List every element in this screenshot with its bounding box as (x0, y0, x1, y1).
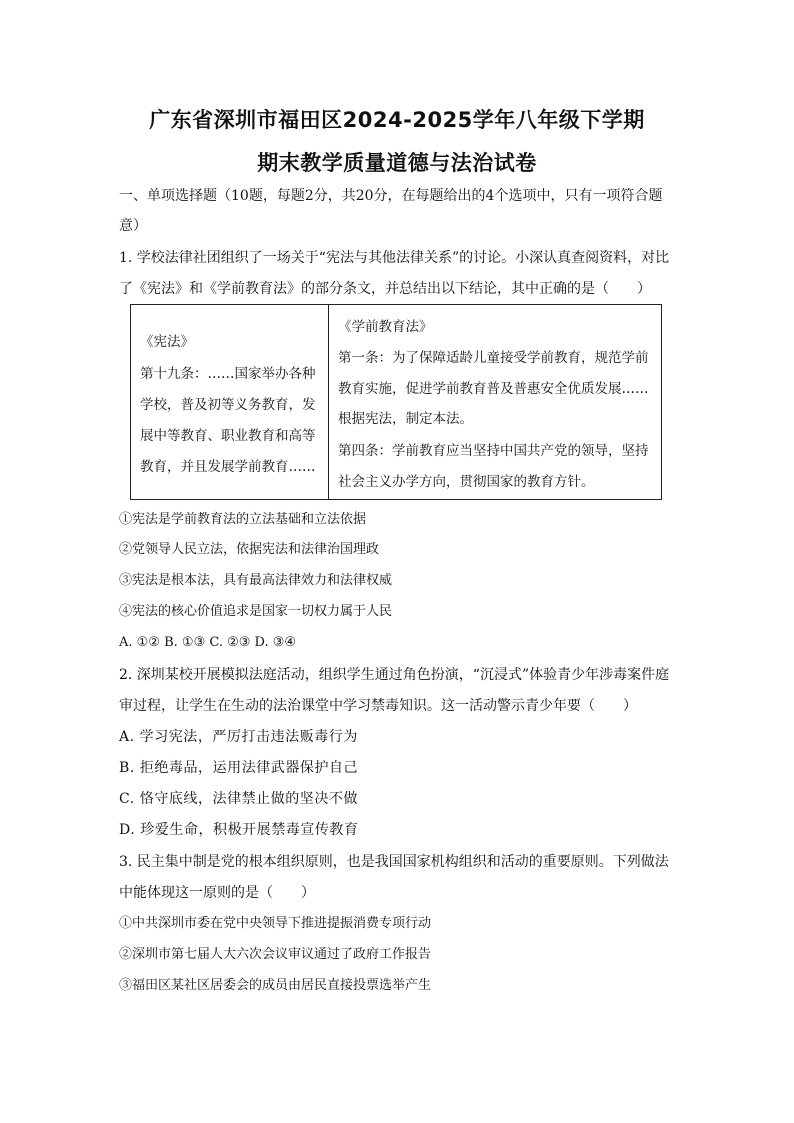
section-instruction-line2: 意） (119, 218, 147, 234)
q2-option-b: B. 拒绝毒品，运用法律武器保护自己 (119, 760, 359, 776)
table-right-heading: 《学前教育法》 (338, 319, 433, 335)
q1-options: A. ①② B. ①③ C. ②③ D. ③④ (119, 635, 297, 650)
q1-statement: ②党领导人民立法，依据宪法和法律治国理政 (119, 542, 380, 557)
q2-option-a: A. 学习宪法，严厉打击违法贩毒行为 (119, 729, 358, 745)
q2-option-d: D. 珍爱生命，积极开展禁毒宣传教育 (119, 822, 359, 838)
table-right-line: 第一条：为了保障适龄儿童接受学前教育，规范学前 (338, 350, 649, 366)
table-right-line: 第四条：学前教育应当坚持中国共产党的领导，坚持 (338, 443, 649, 459)
q2-option-c: C. 恪守底线，法律禁止做的坚决不做 (119, 791, 359, 807)
table-left-line: 第十九条：……国家举办各种 (140, 366, 316, 382)
q3-statement: ①中共深圳市委在党中央领导下推进提振消费专项行动 (119, 916, 432, 931)
q1-stem-line1: 1. 学校法律社团组织了一场关于“宪法与其他法律关系”的讨论。小深认真查阅资料，对比 (119, 250, 670, 266)
table-right-line: 根据宪法，制定本法。 (338, 411, 473, 427)
q1-statement: ①宪法是学前教育法的立法基础和立法依据 (119, 512, 367, 527)
q1-statement: ③宪法是根本法，具有最高法律效力和法律权威 (119, 573, 393, 588)
q1-law-comparison-table (130, 304, 662, 500)
table-left-line: 展中等教育、职业教育和高等 (140, 428, 316, 444)
q3-statement: ③福田区某社区居委会的成员由居民直接投票选举产生 (119, 978, 432, 993)
exam-title-line2: 期末教学质量道德与法治试卷 (257, 151, 537, 175)
q3-stem-line2: 中能体现这一原则的是（ ） (119, 885, 315, 901)
section-instruction-line1: 一、单项选择题（10题，每题2分，共20分，在每题给出的4个选项中，只有一项符合题 (119, 188, 663, 204)
table-right-line: 教育实施，促进学前教育普及普惠安全优质发展…… (338, 381, 649, 397)
q3-statement: ②深圳市第七届人大六次会议审议通过了政府工作报告 (119, 947, 432, 962)
exam-title-line1: 广东省深圳市福田区2024-2025学年八年级下学期 (149, 108, 645, 132)
table-column-divider (328, 305, 329, 499)
table-left-line: 教育，并且发展学前教育…… (140, 459, 316, 475)
q3-stem-line1: 3. 民主集中制是党的根本组织原则，也是我国国家机构组织和活动的重要原则。下列做法 (119, 854, 669, 870)
q1-stem-line2: 了《宪法》和《学前教育法》的部分条文，并总结出以下结论，其中正确的是（ ） (119, 281, 651, 297)
table-right-line: 社会主义办学方向，贯彻国家的教育方针。 (338, 474, 595, 490)
q2-stem-line2: 审过程，让学生在生动的法治课堂中学习禁毒知识。这一活动警示青少年要（ ） (119, 698, 637, 714)
table-left-heading: 《宪法》 (140, 334, 194, 350)
q1-statement: ④宪法的核心价值追求是国家一切权力属于人民 (119, 604, 393, 619)
table-left-line: 学校，普及初等义务教育，发 (140, 397, 316, 413)
q2-stem-line1: 2. 深圳某校开展模拟法庭活动，组织学生通过角色扮演，“沉浸式”体验青少年涉毒案件庭 (119, 667, 670, 683)
